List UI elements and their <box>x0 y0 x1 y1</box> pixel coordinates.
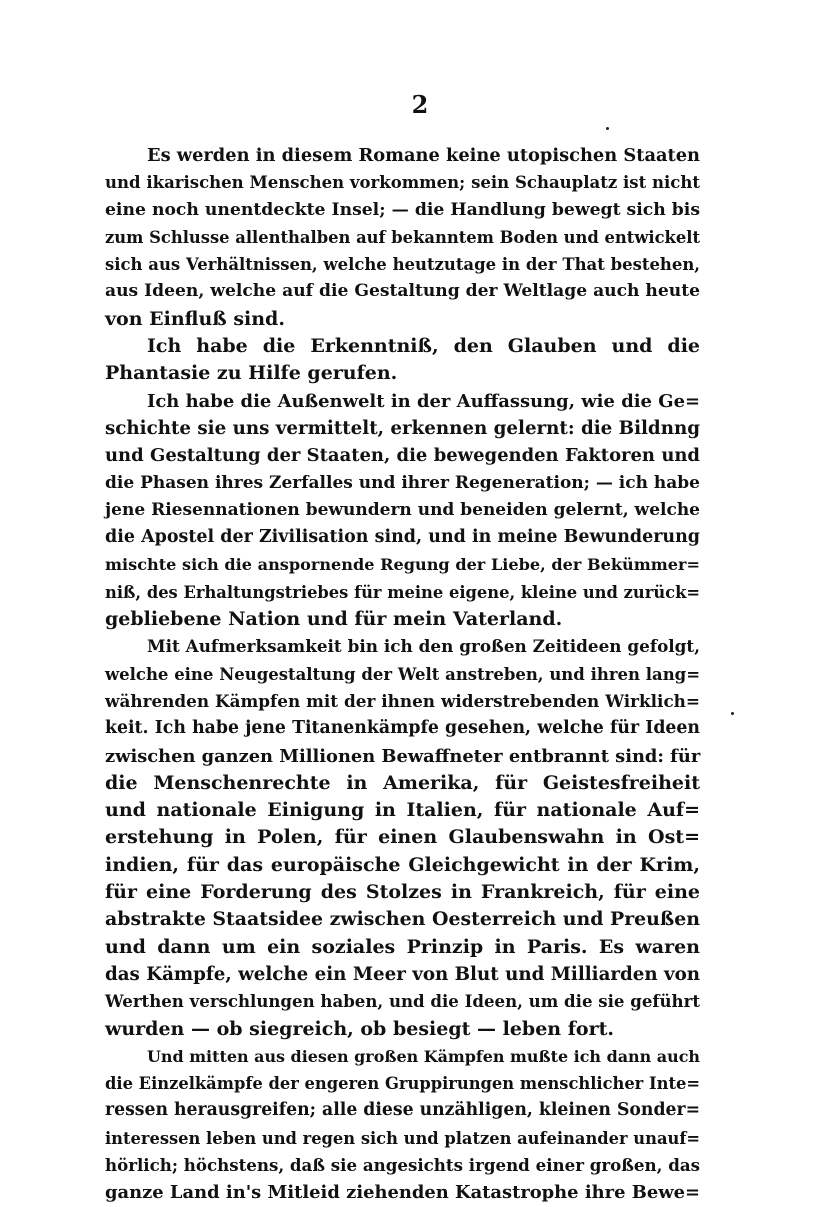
text-line: interessen leben und regen sich und platzen aufeinander unauf= <box>105 1128 700 1148</box>
text-line: und dann um ein soziales Prinzip in Paris. Es waren <box>105 935 700 958</box>
text-line: von Einfluß sind. <box>105 307 285 330</box>
text-line: ressen herausgreifen; alle diese unzähligen, kleinen Sonder= <box>105 1100 701 1121</box>
text-line: zum Schlusse allenthalben auf bekanntem Boden und entwickelt <box>105 227 700 247</box>
text-line: welche eine Neugestaltung der Welt anstreben, und ihren lang= <box>105 664 700 684</box>
text-line: und ikarischen Menschen vorkommen; sein Schauplatz ist nicht <box>105 172 700 193</box>
text-line: Mit Aufmerksamkeit bin ich den großen Zeitideen gefolgt, <box>147 636 700 657</box>
text-line: die Einzelkämpfe der engeren Gruppirungen menschlicher Inte= <box>105 1074 700 1094</box>
text-line: Werthen verschlungen haben, und die Ideen, um die sie geführt <box>105 991 700 1012</box>
text-line: schichte sie uns vermittelt, erkennen gelernt: die Bildnng <box>105 417 700 439</box>
text-line: Und mitten aus diesen großen Kämpfen mußte ich dann auch <box>147 1046 700 1066</box>
text-line: Phantasie zu Hilfe gerufen. <box>105 362 398 385</box>
text-line: ganze Land in's Mitleid ziehenden Katastrophe ihre Bewe= <box>105 1182 700 1204</box>
page-number: 2 <box>411 90 429 119</box>
text-line: Es werden in diesem Romane keine utopischen Staaten <box>147 145 700 166</box>
text-line: die Apostel der Zivilisation sind, und in meine Bewunderung <box>105 527 700 548</box>
print-speck <box>731 712 734 715</box>
text-line: Ich habe die Erkenntniß, den Glauben und die <box>147 335 700 358</box>
text-line: die Menschenrechte in Amerika, für Geistesfreiheit <box>105 771 700 794</box>
print-speck <box>606 127 609 130</box>
text-line: sich aus Verhältnissen, welche heutzutage in der That bestehen, <box>105 255 700 275</box>
text-line: zwischen ganzen Millionen Bewaffneter entbrannt sind: für <box>105 745 701 767</box>
text-line: aus Ideen, welche auf die Gestaltung der Weltlage auch heute <box>105 281 700 302</box>
text-line: erstehung in Polen, für einen Glaubenswahn in Ost= <box>105 826 700 849</box>
text-line: jene Riesennationen bewundern und beneiden gelernt, welche <box>105 499 700 520</box>
text-line: abstrakte Staatsidee zwischen Oesterreich und Preußen <box>105 908 701 931</box>
text-line: währenden Kämpfen mit der ihnen widerstrebenden Wirklich= <box>105 690 700 711</box>
text-line: und Gestaltung der Staaten, die bewegenden Faktoren und <box>105 445 700 467</box>
text-line: mischte sich die anspornende Regung der Liebe, der Bekümmer= <box>105 555 700 575</box>
text-line: gebliebene Nation und für mein Vaterland. <box>105 608 563 631</box>
text-line: wurden — ob siegreich, ob besiegt — leben fort. <box>105 1017 614 1040</box>
text-line: niß, des Erhaltungstriebes für meine eigene, kleine und zurück= <box>105 582 700 602</box>
text-line: für eine Forderung des Stolzes in Frankreich, für eine <box>105 881 700 904</box>
text-line: Ich habe die Außenwelt in der Auffassung, wie die Ge= <box>147 390 700 412</box>
text-line: die Phasen ihres Zerfalles und ihrer Regeneration; — ich habe <box>105 472 700 493</box>
body-text <box>105 142 700 1207</box>
text-line: das Kämpfe, welche ein Meer von Blut und Milliarden von <box>105 963 700 985</box>
text-line: und nationale Einigung in Italien, für nationale Auf= <box>105 799 700 822</box>
text-line: keit. Ich habe jene Titanenkämpfe gesehen, welche für Ideen <box>105 718 700 739</box>
text-line: indien, für das europäische Gleichgewicht in der Krim, <box>105 853 700 876</box>
text-line: eine noch unentdeckte Insel; — die Handlung bewegt sich bis <box>105 199 700 220</box>
text-line: hörlich; höchstens, daß sie angesichts irgend einer großen, das <box>105 1154 700 1175</box>
